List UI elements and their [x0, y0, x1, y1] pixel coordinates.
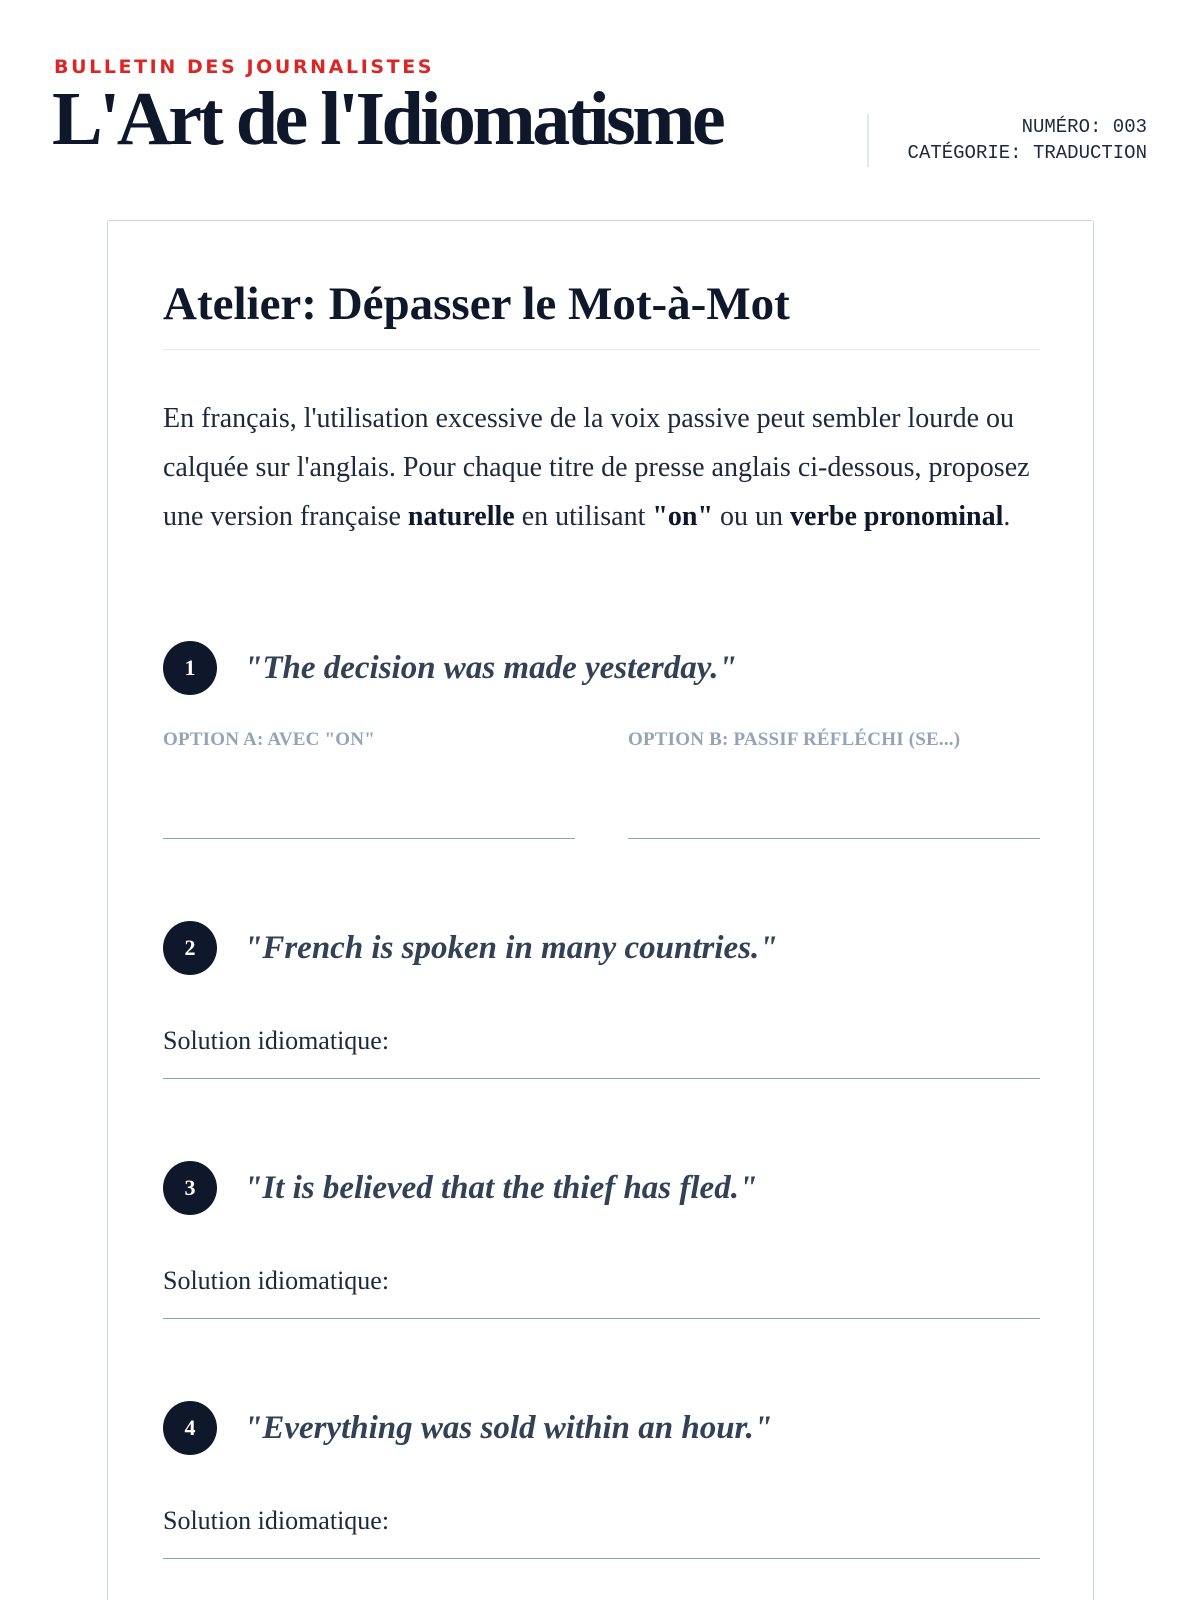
intro-text: En français, l'utilisation excessive de la voix passive peut sembler lourde ou calquée sur l'anglais. Pour chaque titre de presse anglais ci-dessous, proposez une version française — [163, 403, 1030, 532]
solution-label: Solution idiomatique: — [163, 1506, 390, 1535]
intro-text: ou un — [713, 501, 791, 532]
workshop-intro — [163, 394, 1040, 541]
solution-answer-field[interactable] — [163, 1558, 1040, 1559]
exercise-sentence: "French is spoken in many countries." — [244, 930, 778, 966]
title-divider — [163, 349, 1040, 350]
exercise-number-badge: 3 — [163, 1161, 217, 1215]
bulletin-kicker: BULLETIN DES JOURNALISTES — [54, 56, 435, 78]
exercise-sentence: "The decision was made yesterday." — [244, 650, 737, 686]
exercise-number-badge: 1 — [163, 641, 217, 695]
issue-number: NUMÉRO: 003 — [1021, 116, 1147, 138]
issue-category: CATÉGORIE: TRADUCTION — [907, 142, 1147, 164]
option-a-answer-field[interactable] — [163, 838, 575, 839]
issue-meta — [867, 114, 1147, 167]
intro-emphasis-verbe: verbe pronominal — [790, 501, 1004, 532]
exercise-sentence: "It is believed that the thief has fled." — [244, 1170, 758, 1206]
solution-answer-field[interactable] — [163, 1318, 1040, 1319]
intro-emphasis-on: "on" — [652, 501, 714, 532]
solution-answer-field[interactable] — [163, 1078, 1040, 1079]
option-b-label: OPTION B: PASSIF RÉFLÉCHI (SE...) — [628, 729, 961, 750]
exercise-number-badge: 4 — [163, 1401, 217, 1455]
workshop-title: Atelier: Dépasser le Mot-à-Mot — [163, 278, 790, 330]
masthead-title: L'Art de l'Idiomatisme — [52, 77, 723, 161]
intro-text: en utilisant — [514, 501, 653, 532]
intro-text: . — [1003, 501, 1011, 532]
solution-label: Solution idiomatique: — [163, 1026, 390, 1055]
exercise-number-badge: 2 — [163, 921, 217, 975]
intro-emphasis-naturelle: naturelle — [407, 501, 515, 532]
solution-label: Solution idiomatique: — [163, 1266, 390, 1295]
option-a-label: OPTION A: AVEC "ON" — [163, 729, 375, 750]
workshop-card — [107, 220, 1094, 1600]
option-b-answer-field[interactable] — [628, 838, 1040, 839]
exercise-sentence: "Everything was sold within an hour." — [244, 1410, 773, 1446]
